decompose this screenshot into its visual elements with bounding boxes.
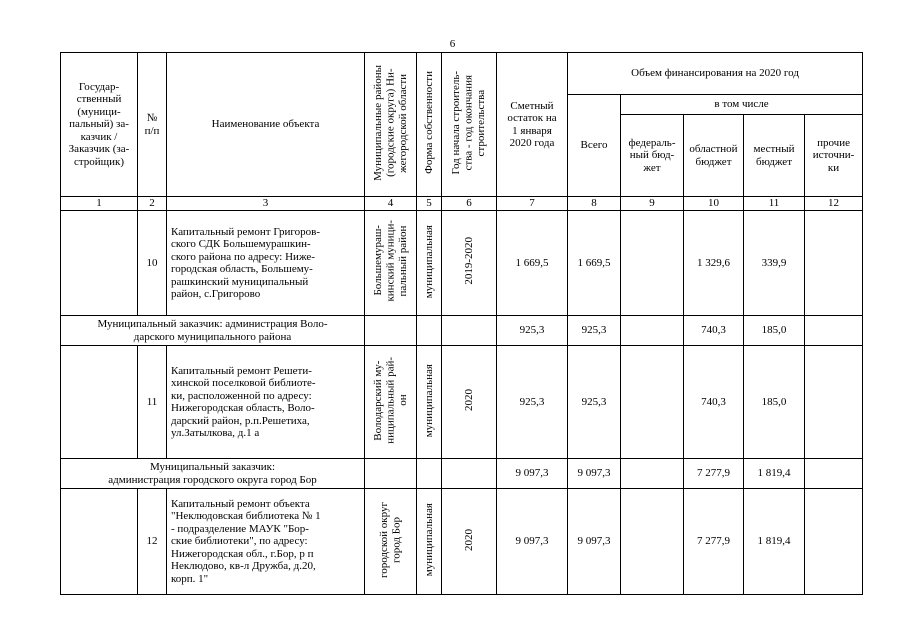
regional-cell: 7 277,9 [684, 489, 744, 595]
other-cell [805, 211, 863, 316]
other-cell [805, 489, 863, 595]
column-number: 5 [417, 197, 442, 211]
object-name: Капитальный ремонт Григоров- ского СДК Большемурашкин- ского района по адресу: Ниже- городская область, Большему- рашкинский муниципальный район, с.Григорово [167, 211, 365, 316]
header-federal: федераль- ный бюд- жет [621, 115, 684, 197]
district-cell [365, 459, 417, 489]
object-name: Капитальный ремонт Решети- хинской поселковой библиоте- ки, расположенной по адресу: Нижегородская область, Воло- дарский район, р.п.Решетиха, ул.Затылкова, д.1 а [167, 346, 365, 459]
other-cell [805, 459, 863, 489]
estimate-cell: 925,3 [497, 346, 568, 459]
customer-cell [61, 346, 138, 459]
row-number: 11 [138, 346, 167, 459]
customer-cell [61, 489, 138, 595]
regional-cell: 740,3 [684, 346, 744, 459]
regional-cell: 740,3 [684, 316, 744, 346]
header-regional: областной бюджет [684, 115, 744, 197]
other-cell [805, 316, 863, 346]
other-cell [805, 346, 863, 459]
regional-cell: 7 277,9 [684, 459, 744, 489]
local-cell: 1 819,4 [744, 489, 805, 595]
page-number: 6 [449, 38, 456, 50]
column-number: 9 [621, 197, 684, 211]
column-number: 6 [442, 197, 497, 211]
group-row [61, 316, 863, 346]
total-cell: 925,3 [568, 346, 621, 459]
federal-cell [621, 316, 684, 346]
header-estimate: Сметный остаток на 1 января 2020 года [497, 53, 568, 197]
header-other: прочие источни- ки [805, 115, 863, 197]
column-number: 10 [684, 197, 744, 211]
ownership-cell [417, 316, 442, 346]
column-number: 7 [497, 197, 568, 211]
column-number: 2 [138, 197, 167, 211]
federal-cell [621, 346, 684, 459]
object-name: Капитальный ремонт объекта "Неклюдовская библиотека № 1 - подразделение МАУК "Бор- ские библиотеки", по адресу: Нижегородская обл., г.Бор, р п Неклюдово, кв-л Дружба, д.20, корп. 1" [167, 489, 365, 595]
financing-table [60, 52, 863, 595]
total-cell: 925,3 [568, 316, 621, 346]
table-row [61, 211, 863, 316]
district-cell: Большемураш- кинский муници- пальный район [365, 211, 417, 316]
table-row [61, 346, 863, 459]
ownership-cell: муниципальная [417, 489, 442, 595]
row-number: 10 [138, 211, 167, 316]
group-customer-label: Муниципальный заказчик: администрация Воло- дарского муниципального района [61, 316, 365, 346]
years-cell [442, 316, 497, 346]
local-cell: 1 819,4 [744, 459, 805, 489]
column-number: 12 [805, 197, 863, 211]
column-number: 3 [167, 197, 365, 211]
ownership-cell [417, 459, 442, 489]
estimate-cell: 925,3 [497, 316, 568, 346]
district-cell: городской округ город Бор [365, 489, 417, 595]
header-district: Муниципальные районы (городские округа) Ни- жегородской области [365, 53, 417, 197]
table-row [61, 489, 863, 595]
local-cell: 339,9 [744, 211, 805, 316]
header-total: Всего [568, 95, 621, 197]
header-number: № п/п [138, 53, 167, 197]
column-number: 4 [365, 197, 417, 211]
local-cell: 185,0 [744, 316, 805, 346]
customer-cell [61, 211, 138, 316]
years-cell [442, 459, 497, 489]
local-cell: 185,0 [744, 346, 805, 459]
total-cell: 9 097,3 [568, 459, 621, 489]
regional-cell: 1 329,6 [684, 211, 744, 316]
years-cell: 2020 [442, 346, 497, 459]
header-object-name: Наименование объекта [167, 53, 365, 197]
ownership-cell: муниципальная [417, 346, 442, 459]
column-number: 8 [568, 197, 621, 211]
district-cell: Володарский му- ниципальный рай- он [365, 346, 417, 459]
group-row [61, 459, 863, 489]
group-customer-label: Муниципальный заказчик: администрация городского округа город Бор [61, 459, 365, 489]
header-customer: Государ- ственный (муници- пальный) за- казчик / Заказчик (за- стройщик) [61, 53, 138, 197]
estimate-cell: 1 669,5 [497, 211, 568, 316]
years-cell: 2020 [442, 489, 497, 595]
federal-cell [621, 489, 684, 595]
district-cell [365, 316, 417, 346]
ownership-cell: муниципальная [417, 211, 442, 316]
federal-cell [621, 459, 684, 489]
header-including: в том числе [621, 95, 863, 115]
column-number-row [61, 197, 863, 211]
years-cell: 2019-2020 [442, 211, 497, 316]
column-number: 1 [61, 197, 138, 211]
total-cell: 9 097,3 [568, 489, 621, 595]
header-years: Год начала строитель- ства - год окончания строительства [442, 53, 497, 197]
header-ownership: Форма собственности [417, 53, 442, 197]
column-number: 11 [744, 197, 805, 211]
header-financing: Объем финансирования на 2020 год [568, 53, 863, 95]
federal-cell [621, 211, 684, 316]
total-cell: 1 669,5 [568, 211, 621, 316]
row-number: 12 [138, 489, 167, 595]
estimate-cell: 9 097,3 [497, 459, 568, 489]
estimate-cell: 9 097,3 [497, 489, 568, 595]
header-local: местный бюджет [744, 115, 805, 197]
